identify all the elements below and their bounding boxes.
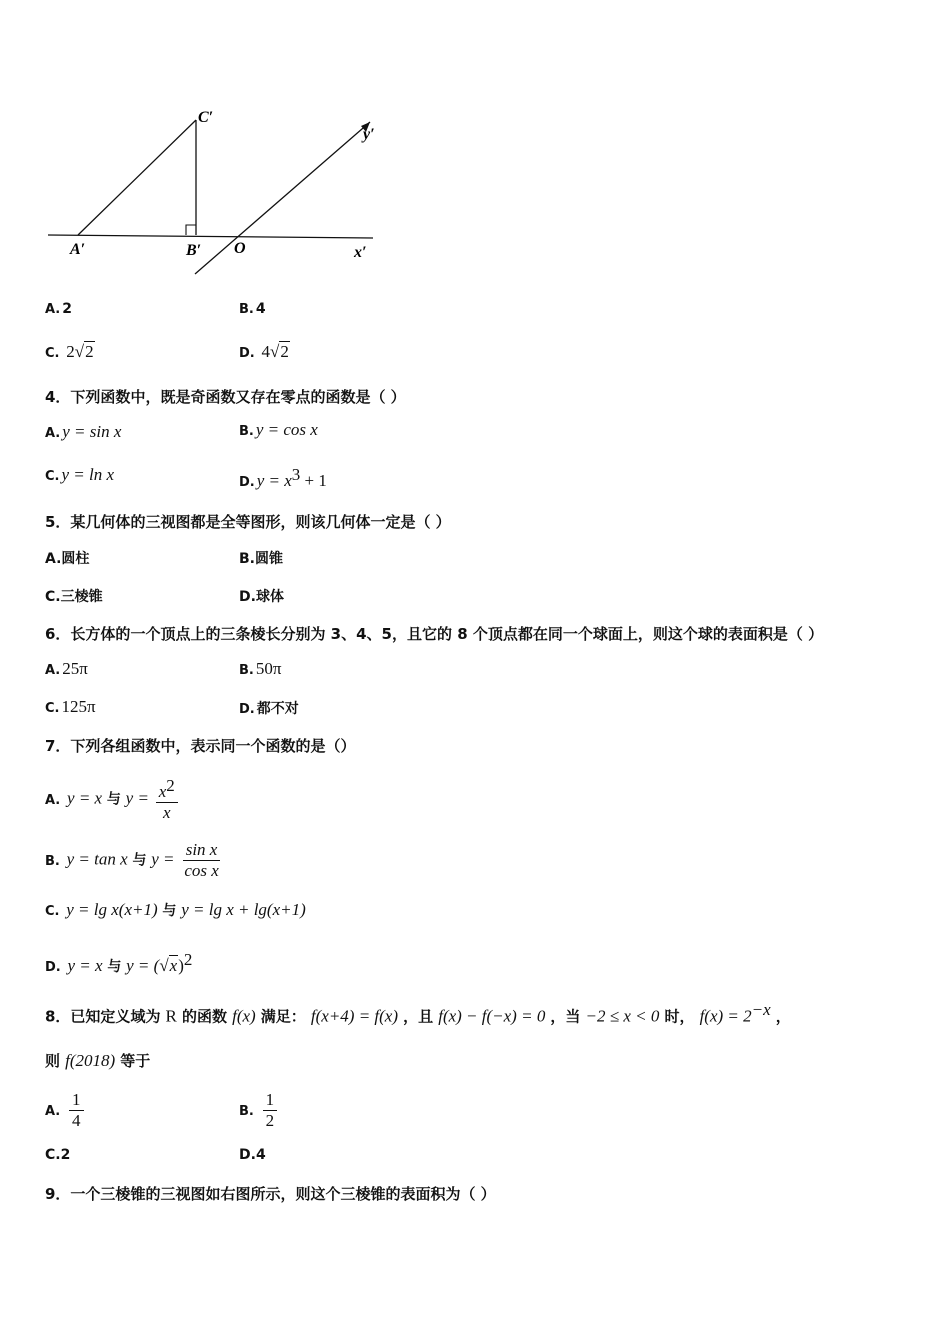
q4-stem: 4．下列函数中，既是奇函数又存在零点的函数是（ ）	[45, 388, 406, 406]
q5-option-a: A.圆柱	[45, 551, 90, 567]
q4-option-c: C. y = ln x	[45, 465, 115, 484]
q7-option-b: B. y = tan x 与 y = $\frac{\text{sin x}}{\text{cos x}}$	[45, 840, 219, 880]
q8-option-b: B. $\frac{1}{2}$	[239, 1090, 279, 1131]
q5-option-d: D.球体	[239, 589, 284, 605]
q6-option-a: A. 25π	[45, 659, 88, 678]
q4-option-d: D. $y = x^3 + 1$	[239, 465, 327, 490]
label-x-prime: x′	[354, 244, 367, 261]
segment-a-c	[78, 120, 196, 235]
q8-stem-line1: 8．已知定义域为 R 的函数 f(x) 满足： f(x+4) = f(x) ，且 f(x) − f(−x) = 0 ，当 −2 ≤ x < 0 时， $f(x) = 2^{-x}$ ，	[45, 1000, 791, 1026]
q8-stem-line2: 则 f(2018) 等于	[45, 1051, 151, 1070]
q6-option-b: B. 50π	[239, 659, 282, 678]
q4-option-b: B. y = cos x	[239, 420, 318, 439]
q7-stem: 7．下列各组函数中，表示同一个函数的是（）	[45, 737, 356, 755]
q7-option-d: D. y = x 与 $y = (√x)^2$	[45, 950, 193, 975]
q8-option-d: D.4	[239, 1147, 266, 1163]
q5-option-b: B.圆锥	[239, 551, 283, 567]
q5-option-c: C.三棱锥	[45, 589, 103, 605]
right-angle-mark	[186, 225, 196, 235]
q4-option-a: A. y = sin x	[45, 422, 122, 441]
label-b-prime: B′	[186, 242, 202, 259]
q7-option-c: C. y = lg x(x+1) 与 y = lg x + lg(x+1)	[45, 900, 306, 919]
y-axis-line	[195, 122, 370, 274]
label-origin: O	[234, 240, 246, 257]
q6-option-d: D. 都不对	[239, 701, 299, 717]
q6-stem: 6．长方体的一个顶点上的三条棱长分别为 3、4、5，且它的 8 个顶点都在同一个球面上，则这个球的表面积是（ ）	[45, 625, 824, 643]
q8-option-c: C.2	[45, 1147, 71, 1163]
q5-stem: 5．某几何体的三视图都是全等图形，则该几何体一定是（ ）	[45, 513, 451, 531]
q3-option-a: A. 2	[45, 301, 72, 317]
q3-option-d: D. 4√2	[239, 342, 289, 361]
oblique-axis-figure	[40, 100, 400, 280]
q8-option-a: A. $\frac{1}{4}$	[45, 1090, 86, 1131]
x-axis-line	[48, 235, 373, 238]
label-y-prime: y′	[363, 126, 375, 143]
q7-option-a: A. y = x 与 y = $\frac{x^2}{x}$	[45, 776, 180, 823]
label-a-prime: A′	[70, 241, 86, 258]
q6-option-c: C. 125π	[45, 697, 96, 716]
q3-option-b: B. 4	[239, 301, 266, 317]
q3-option-c: C. 2√2	[45, 342, 94, 361]
q9-stem: 9．一个三棱锥的三视图如右图所示，则这个三棱锥的表面积为（ ）	[45, 1185, 496, 1203]
label-c-prime: C′	[198, 109, 214, 126]
